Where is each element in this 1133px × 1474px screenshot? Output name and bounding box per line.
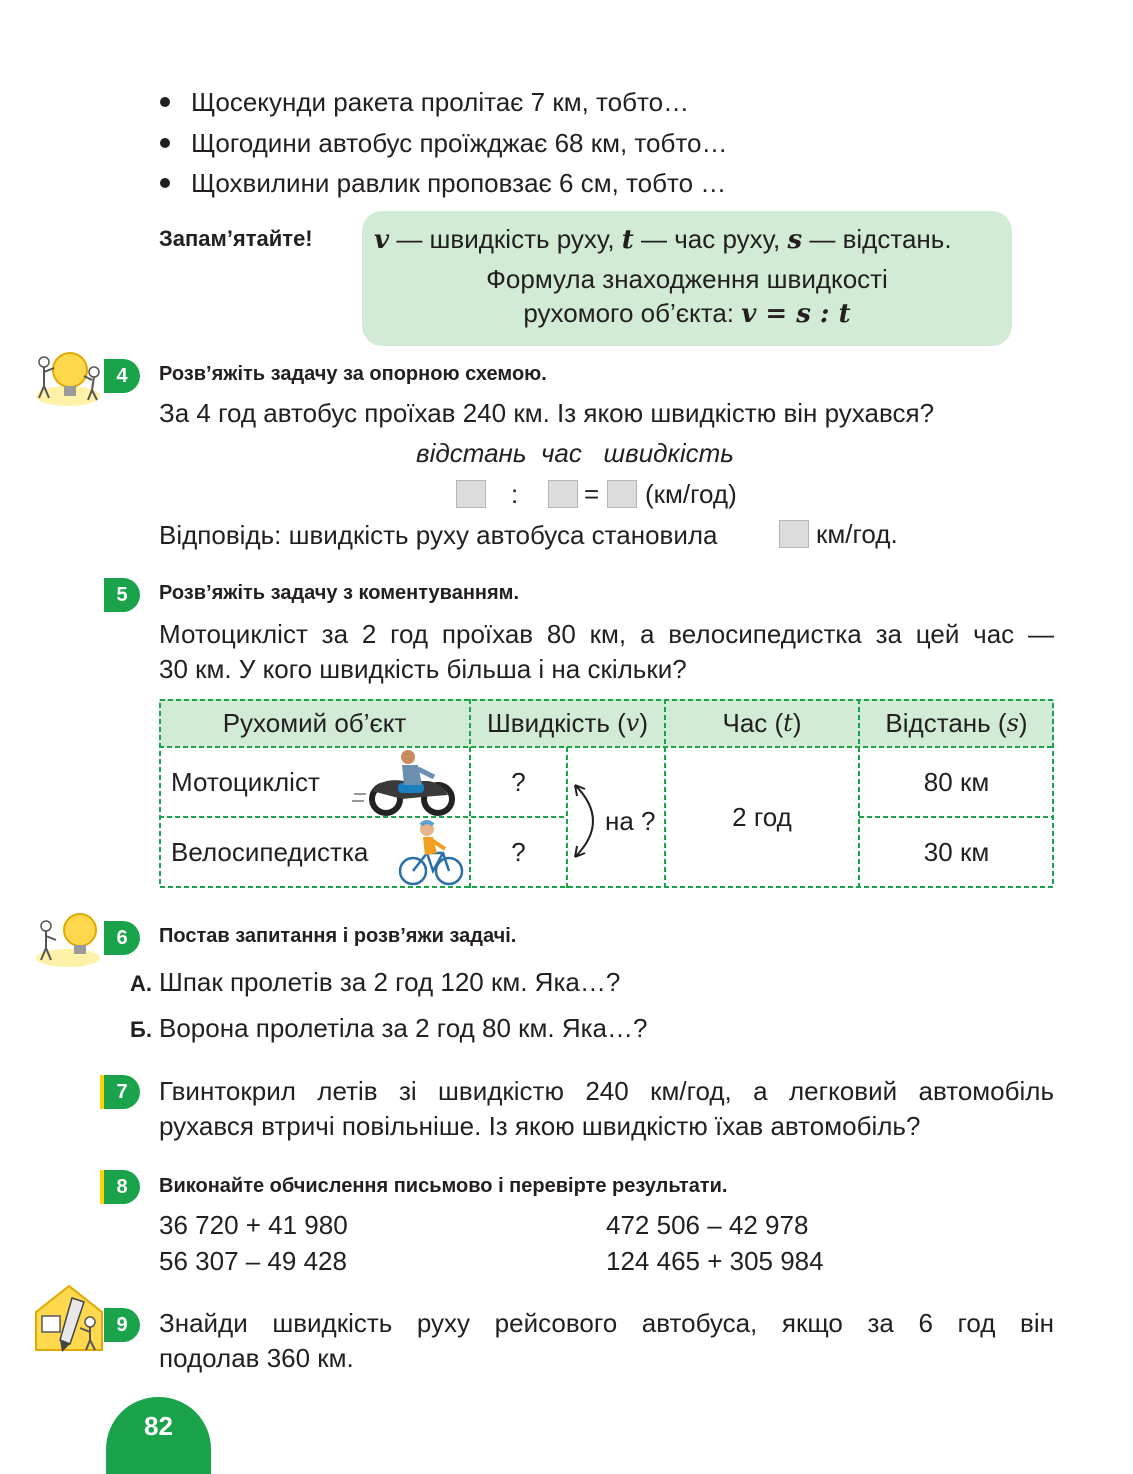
subtask-a-label: А. xyxy=(130,971,152,996)
task-4-badge: 4 xyxy=(104,359,140,393)
subtask-b-label: Б. xyxy=(130,1017,152,1042)
task-9-line-2: подолав 360 км. xyxy=(159,1343,354,1373)
task-4-text: За 4 год автобус проїхав 240 км. Із якою швидкістю він рухався? xyxy=(159,398,935,428)
task-8-badge: 8 xyxy=(104,1170,140,1204)
formula-box xyxy=(362,211,1012,346)
house-pencil-icon xyxy=(32,1282,106,1354)
motion-table xyxy=(159,699,1054,888)
unit-label: (км/год) xyxy=(645,479,737,509)
header-time: Час ( t ) xyxy=(665,699,859,747)
task-7-badge: 7 xyxy=(104,1075,140,1109)
speed-cyclist: ? xyxy=(511,837,526,867)
speed-motorcyclist: ? xyxy=(511,766,526,797)
speed-formula: v = s : t xyxy=(741,299,851,329)
table-grid xyxy=(159,699,1054,888)
task-9-badge: 9 xyxy=(104,1308,140,1342)
difference-label: на ? xyxy=(605,805,656,836)
formula-definitions: v — швидкість руху, t — час руху, s — відстань. xyxy=(374,224,952,255)
task-5-line-1: Мотоцикліст за 2 год проїхав 80 км, а велосипедистка за цей час — xyxy=(159,619,1054,649)
task-5-title: Розв’яжіть задачу з коментуванням. xyxy=(159,582,519,604)
task-5-badge: 5 xyxy=(104,578,140,612)
colon-sign: : xyxy=(511,479,519,509)
lightbulb-thinking-icon xyxy=(30,910,102,968)
distance-cyclist: 30 км xyxy=(923,837,990,867)
task-5-line-2: 30 км. У кого швидкість більша і на скільки? xyxy=(159,654,687,684)
answer-unit: км/год. xyxy=(816,519,898,549)
bullet-item: Щогодини автобус проїжджає 68 км, тобто… xyxy=(158,123,1058,164)
row-cyclist-label: Велосипедистка xyxy=(171,837,369,867)
header-object: Рухомий об’єкт xyxy=(159,699,470,747)
task-4-answer: Відповідь: швидкість руху автобуса становила xyxy=(159,520,718,550)
remember-label: Запам’ятайте! xyxy=(159,226,313,251)
expression-4: 124 465 + 305 984 xyxy=(606,1246,824,1276)
header-distance: Відстань ( s ) xyxy=(859,699,1054,747)
task-4-title: Розв’яжіть задачу за опорною схемою. xyxy=(159,363,547,385)
time-cell: 2 год xyxy=(732,802,792,832)
expression-2: 472 506 – 42 978 xyxy=(606,1210,809,1240)
page-number: 82 xyxy=(106,1397,211,1474)
subtask-b-text: Ворона пролетіла за 2 год 80 км. Яка…? xyxy=(159,1013,648,1043)
task-6-badge: 6 xyxy=(104,921,140,955)
task-7-line-1: Гвинтокрил летів зі швидкістю 240 км/год, а легковий автомобіль xyxy=(159,1076,1054,1106)
answer-box-time[interactable] xyxy=(548,480,578,508)
task-8-title: Виконайте обчислення письмово і перевірте результати. xyxy=(159,1175,728,1197)
answer-box-distance[interactable] xyxy=(456,480,486,508)
subtask-a-text: Шпак пролетів за 2 год 120 км. Яка…? xyxy=(159,967,621,997)
task-6-title: Постав запитання і розв’яжи задачі. xyxy=(159,925,517,947)
equals-sign: = xyxy=(584,479,600,509)
answer-box-speed[interactable] xyxy=(607,480,637,508)
task-9-line-1: Знайди швидкість руху рейсового автобуса, якщо за 6 год він xyxy=(159,1308,1054,1338)
intro-bullet-list xyxy=(158,82,1058,204)
expression-3: 56 307 – 49 428 xyxy=(159,1246,347,1276)
answer-box-result[interactable] xyxy=(779,520,809,548)
formula-title: Формула знаходження швидкості xyxy=(486,264,888,294)
formula-line: рухомого об’єкта: v = s : t xyxy=(523,298,851,329)
distance-motorcyclist: 80 км xyxy=(923,766,990,797)
lightbulb-people-icon xyxy=(30,346,102,408)
expression-1: 36 720 + 41 980 xyxy=(159,1210,348,1240)
header-speed: Швидкість ( v ) xyxy=(470,699,665,747)
task-7-line-2: рухався втричі повільніше. Із якою швидкістю їхав автомобіль? xyxy=(159,1111,921,1141)
scheme-labels: відстань час швидкість xyxy=(416,438,734,468)
bullet-item: Щохвилини равлик проповзає 6 см, тобто … xyxy=(158,163,1058,204)
bullet-item: Щосекунди ракета пролітає 7 км, тобто… xyxy=(158,82,1058,123)
row-motorcyclist-label: Мотоцикліст xyxy=(171,766,320,797)
